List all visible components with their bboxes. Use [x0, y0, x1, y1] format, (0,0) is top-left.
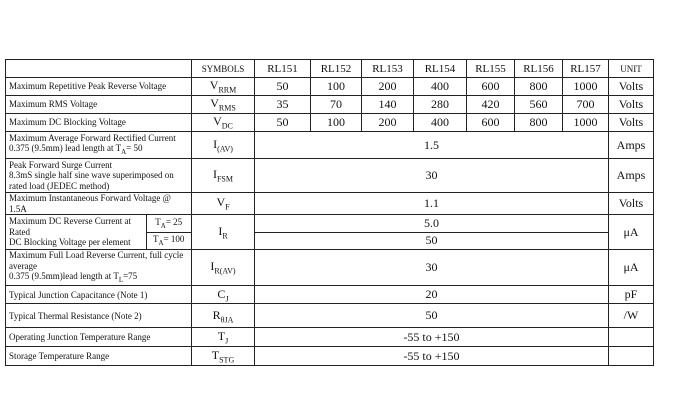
table-row: [6, 159, 692, 193]
param-symbol: $R_{\theta JA}$: [192, 304, 255, 328]
table-row: [6, 328, 692, 347]
param-symbol: $V_F$: [192, 193, 255, 215]
param-symbol: $V_{RMS}$: [192, 96, 255, 114]
unit-cell: Volts: [609, 78, 654, 96]
param-description: Storage Temperature Range: [6, 347, 192, 366]
table-row: [6, 347, 692, 366]
value-cell: 50: [255, 78, 311, 96]
value-cell: 100: [311, 114, 362, 132]
unit-cell: Volts: [609, 193, 654, 215]
param-description: Maximum DC Blocking Voltage: [6, 114, 192, 132]
ir-condition-100: $T_A= 100$: [153, 234, 185, 248]
value-cell: 700: [563, 96, 609, 114]
param-symbol: $T_{STG}$: [192, 347, 255, 366]
value-cell: 600: [467, 78, 515, 96]
unit-cell: μA: [609, 250, 654, 286]
table-row: [6, 193, 692, 215]
header-part-rl157: RL157: [563, 60, 609, 78]
header-part-rl156: RL156: [515, 60, 563, 78]
param-symbol: $I_{FSM}$: [192, 159, 255, 193]
value-cell: 600: [467, 114, 515, 132]
param-symbol: $I_R$: [192, 215, 255, 250]
param-description: Maximum Repetitive Peak Reverse Voltage: [6, 78, 192, 96]
header-part-rl154: RL154: [414, 60, 467, 78]
value-cell: 200: [362, 78, 414, 96]
value-cell: 1.1: [255, 193, 609, 215]
value-cell: 400: [414, 78, 467, 96]
value-cell: 560: [515, 96, 563, 114]
value-cell: -55 to +150: [255, 328, 609, 347]
unit-cell: /W: [609, 304, 654, 328]
param-symbol: $V_{RRM}$: [192, 78, 255, 96]
value-cell: -55 to +150: [255, 347, 609, 366]
value-cell: 35: [255, 96, 311, 114]
value-cell: 100: [311, 78, 362, 96]
header-part-rl152: RL152: [311, 60, 362, 78]
table-row: [6, 304, 692, 328]
unit-cell: pF: [609, 286, 654, 304]
param-description: Maximum RMS Voltage: [6, 96, 192, 114]
param-symbol: $T_J$: [192, 328, 255, 347]
value-cell: 140: [362, 96, 414, 114]
value-cell: 50: [255, 114, 311, 132]
table-row: [6, 215, 692, 233]
value-cell: 50: [255, 232, 609, 250]
value-cell: 420: [467, 96, 515, 114]
ir-description-grid: [6, 215, 191, 249]
value-cell: 30: [255, 159, 609, 193]
ir-description-text: Maximum DC Reverse Current at Rated DC Blocking Voltage per element: [6, 215, 146, 249]
param-symbol: $I_{R(AV)}$: [192, 250, 255, 286]
header-part-rl155: RL155: [467, 60, 515, 78]
param-description: Operating Junction Temperature Range: [6, 328, 192, 347]
param-description: Maximum Full Load Reverse Current, full cycle average 0.375 (9.5mm)lead length at $T_L=75$: [6, 250, 192, 286]
value-cell: 800: [515, 78, 563, 96]
header-part-rl151: RL151: [255, 60, 311, 78]
param-description: Peak Forward Surge Current 8.3mS single half sine wave superimposed on rated load (JEDEC method): [6, 159, 192, 193]
param-description: Maximum Average Forward Rectified Current 0.375 (9.5mm) lead length at $T_A= 50$: [6, 132, 192, 159]
value-cell: 1000: [563, 78, 609, 96]
value-cell: 1000: [563, 114, 609, 132]
table-row: [6, 78, 692, 96]
unit-cell: Volts: [609, 114, 654, 132]
header-unit: UNIT: [609, 60, 654, 78]
unit-cell: [609, 328, 654, 347]
header-part-rl153: RL153: [362, 60, 414, 78]
param-description: Typical Junction Capacitance (Note 1): [6, 286, 192, 304]
ir-condition-25: $T_A= 25$: [146, 215, 191, 232]
table-row: [6, 114, 692, 132]
param-description: [6, 215, 192, 250]
table-row: [6, 250, 692, 286]
value-cell: 70: [311, 96, 362, 114]
value-cell: 50: [255, 304, 609, 328]
unit-cell: Amps: [609, 159, 654, 193]
param-symbol: $C_J$: [192, 286, 255, 304]
value-cell: 30: [255, 250, 609, 286]
param-description: Maximum Instantaneous Forward Voltage @ 1.5A: [6, 193, 192, 215]
value-cell: 280: [414, 96, 467, 114]
table-row: [6, 96, 692, 114]
value-cell: 400: [414, 114, 467, 132]
value-cell: 1.5: [255, 132, 609, 159]
ratings-table: [5, 59, 692, 366]
value-cell: 5.0: [255, 215, 609, 233]
unit-cell: Amps: [609, 132, 654, 159]
param-symbol: $I_{(AV)}$: [192, 132, 255, 159]
header-symbols: SYMBOLS: [192, 60, 255, 78]
table-row: [6, 286, 692, 304]
param-symbol: $V_{DC}$: [192, 114, 255, 132]
value-cell: 200: [362, 114, 414, 132]
table-row: [6, 132, 692, 159]
unit-cell: [609, 347, 654, 366]
unit-cell: Volts: [609, 96, 654, 114]
header-row: [6, 60, 692, 78]
unit-cell: μA: [609, 215, 654, 250]
value-cell: 800: [515, 114, 563, 132]
param-description: Typical Thermal Resistance (Note 2): [6, 304, 192, 328]
header-blank: [6, 60, 192, 78]
value-cell: 20: [255, 286, 609, 304]
